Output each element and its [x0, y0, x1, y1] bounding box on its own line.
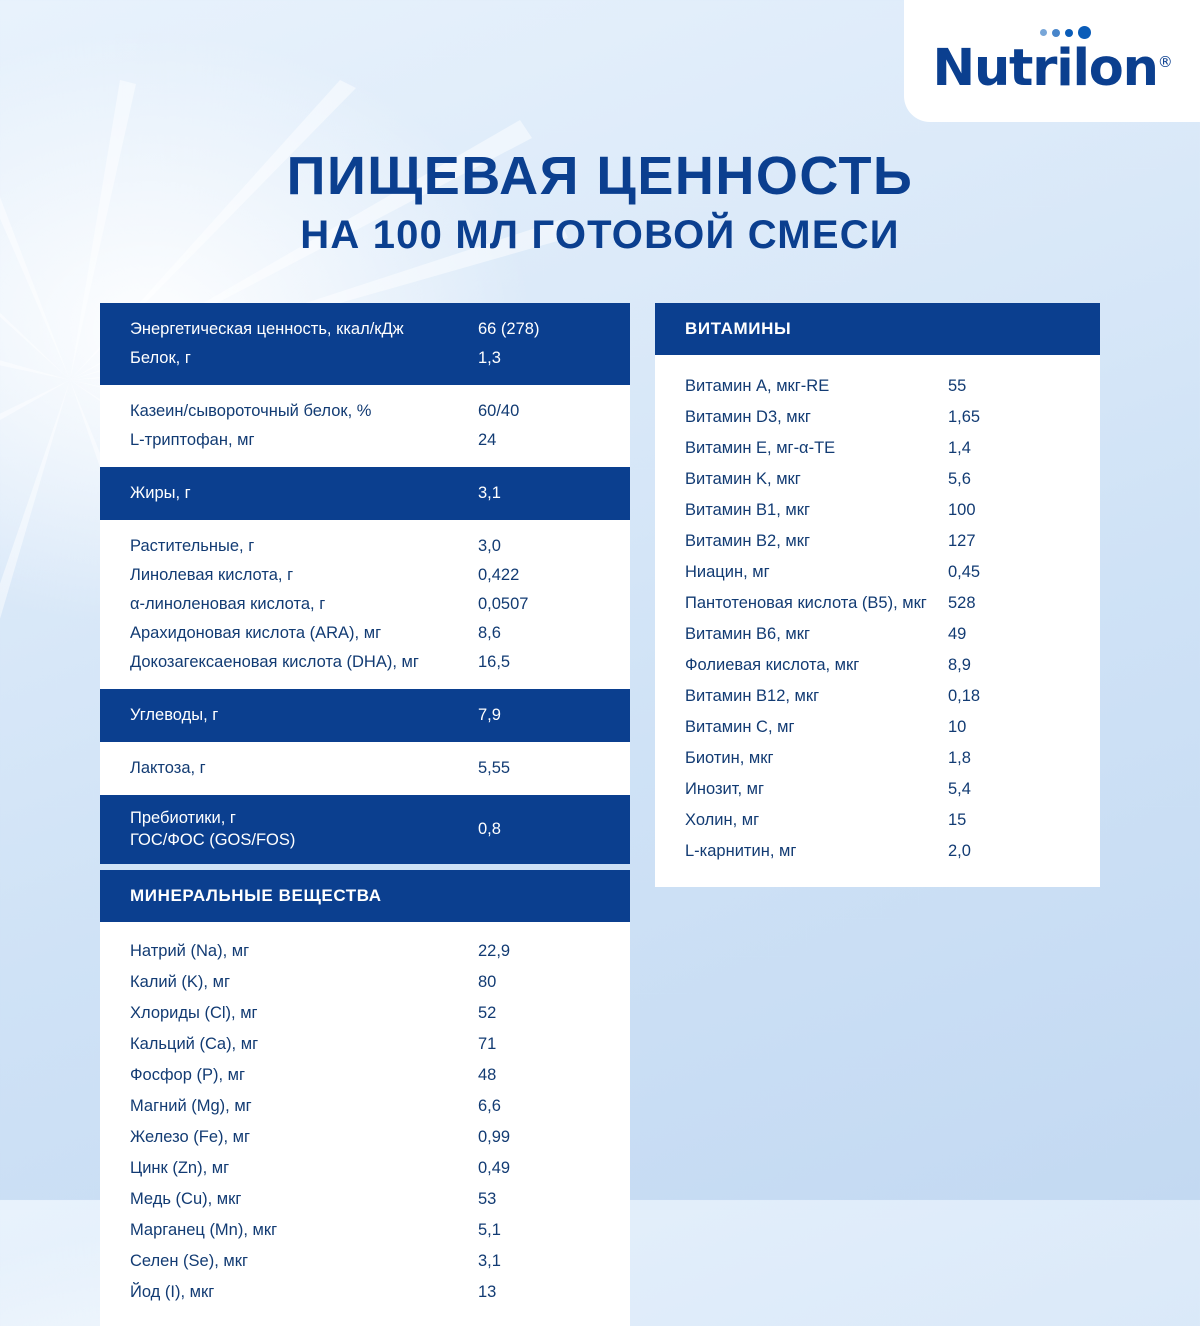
- table-row: [100, 315, 630, 344]
- row-value: 55: [948, 377, 967, 395]
- table-row: [655, 805, 1100, 836]
- table-row: [100, 1122, 630, 1153]
- row-label: Калий (K), мг: [130, 972, 230, 991]
- row-label: Кальций (Ca), мг: [130, 1034, 259, 1053]
- table-row: [100, 1029, 630, 1060]
- table-row: [100, 936, 630, 967]
- brand-name: [932, 38, 1172, 98]
- table-row: [100, 967, 630, 998]
- prebiotics-label-line2: ГОС/ФОС (GOS/FOS): [130, 831, 296, 850]
- carbs-header-row: [100, 689, 630, 742]
- row-value: 1,65: [948, 408, 981, 426]
- table-row: [655, 433, 1100, 464]
- row-value: 2,0: [948, 842, 971, 860]
- row-label: Лактоза, г: [130, 759, 206, 777]
- table-row: [100, 1277, 630, 1308]
- row-label: Растительные, г: [130, 537, 255, 555]
- row-value: 0,422: [478, 566, 520, 584]
- row-label: Витамин A, мкг-RE: [685, 377, 830, 395]
- row-value: 0,45: [948, 563, 981, 581]
- row-value: 127: [948, 532, 976, 550]
- row-label: Углеводы, г: [130, 706, 219, 724]
- row-value: 7,9: [478, 706, 501, 724]
- row-value: 3,0: [478, 537, 501, 555]
- table-row: [100, 1246, 630, 1277]
- row-label: Линолевая кислота, г: [130, 566, 294, 584]
- vitamins-block: [655, 355, 1100, 887]
- prebiotics-label-line1: Пребиотики, г: [130, 809, 236, 827]
- row-value: 8,9: [948, 656, 971, 674]
- row-value: 0,18: [948, 687, 981, 705]
- row-value: 528: [948, 594, 976, 612]
- table-row: [100, 619, 630, 648]
- right-column: [655, 303, 1100, 887]
- row-label: Пантотеновая кислота (B5), мкг: [685, 594, 927, 612]
- table-row: [655, 464, 1100, 495]
- row-label: Витамин C, мг: [685, 718, 795, 736]
- table-row: [100, 998, 630, 1029]
- row-label: Витамин B6, мкг: [685, 625, 810, 643]
- row-label: Арахидоновая кислота (ARA), мг: [130, 624, 382, 642]
- vitamins-section-header: ВИТАМИНЫ: [655, 303, 1100, 355]
- table-row: [655, 650, 1100, 681]
- row-value: 80: [478, 972, 497, 991]
- row-value: 53: [478, 1189, 497, 1208]
- brand-trademark: ®: [1157, 52, 1172, 71]
- row-value: 5,4: [948, 780, 971, 798]
- table-row: [655, 836, 1100, 867]
- table-row: [100, 701, 630, 730]
- row-value: 3,1: [478, 484, 501, 502]
- row-value: 49: [948, 625, 967, 643]
- row-label: Энергетическая ценность, ккал/кДж: [130, 320, 404, 338]
- row-label: Биотин, мкг: [685, 749, 774, 767]
- row-label: [130, 807, 478, 852]
- row-label: L-карнитин, мг: [685, 842, 797, 860]
- table-row: [655, 402, 1100, 433]
- row-label: Фосфор (P), мг: [130, 1065, 246, 1084]
- table-row: [655, 526, 1100, 557]
- table-row: [100, 648, 630, 677]
- row-label: Железо (Fe), мг: [130, 1127, 251, 1146]
- table-row: [100, 590, 630, 619]
- row-value: 1,8: [948, 749, 971, 767]
- row-label: Белок, г: [130, 349, 191, 367]
- table-row: [655, 743, 1100, 774]
- table-row: [655, 774, 1100, 805]
- row-label: Ниацин, мг: [685, 563, 770, 581]
- table-row: [655, 619, 1100, 650]
- row-label: Витамин D3, мкг: [685, 408, 811, 426]
- fats-block: [100, 520, 630, 689]
- brand-name-text: Nutrilon: [932, 38, 1158, 98]
- table-row: [100, 1184, 630, 1215]
- row-label: Витамин B2, мкг: [685, 532, 810, 550]
- minerals-section-header: МИНЕРАЛЬНЫЕ ВЕЩЕСТВА: [100, 870, 630, 922]
- prebiotics-row: [100, 795, 630, 864]
- table-row: [655, 371, 1100, 402]
- row-label: Инозит, мг: [685, 780, 765, 798]
- table-row: [100, 1091, 630, 1122]
- protein-detail-block: [100, 385, 630, 467]
- energy-protein-block: [100, 303, 630, 385]
- table-row: [100, 754, 630, 783]
- row-label: Магний (Mg), мг: [130, 1096, 252, 1115]
- row-value: 5,55: [478, 759, 511, 777]
- row-value: 13: [478, 1282, 497, 1301]
- row-label: Натрий (Na), мг: [130, 941, 250, 960]
- table-row: [655, 712, 1100, 743]
- row-value: 5,1: [478, 1220, 501, 1239]
- row-value: 71: [478, 1034, 497, 1053]
- row-label: Йод (I), мкг: [130, 1282, 215, 1301]
- row-label: Докозагексаеновая кислота (DHA), мг: [130, 653, 419, 671]
- row-value: 48: [478, 1065, 497, 1084]
- row-value: 60/40: [478, 402, 520, 420]
- row-label: Медь (Cu), мкг: [130, 1189, 242, 1208]
- table-row: [100, 532, 630, 561]
- page-title: [0, 148, 1200, 258]
- row-value: 1,4: [948, 439, 971, 457]
- row-label: Цинк (Zn), мг: [130, 1158, 230, 1177]
- row-label: α-линоленовая кислота, г: [130, 595, 326, 613]
- row-label: Марганец (Mn), мкг: [130, 1220, 278, 1239]
- row-label: Витамин E, мг-α-TE: [685, 439, 836, 457]
- row-value: 10: [948, 718, 967, 736]
- row-value: 22,9: [478, 941, 511, 960]
- table-row: [100, 344, 630, 373]
- row-label: Селен (Se), мкг: [130, 1251, 248, 1270]
- table-row: [655, 588, 1100, 619]
- row-label: L-триптофан, мг: [130, 431, 255, 449]
- table-row: [100, 479, 630, 508]
- row-label: Жиры, г: [130, 484, 191, 502]
- table-row: [100, 1153, 630, 1184]
- row-label: Витамин K, мкг: [685, 470, 801, 488]
- table-row: [100, 1215, 630, 1246]
- row-label: Витамин B12, мкг: [685, 687, 820, 705]
- row-value: 1,3: [478, 349, 501, 367]
- row-value: 16,5: [478, 653, 511, 671]
- row-value: 8,6: [478, 624, 501, 642]
- row-value: 52: [478, 1003, 497, 1022]
- table-row: [655, 495, 1100, 526]
- table-row: [100, 561, 630, 590]
- row-value: 0,0507: [478, 595, 529, 613]
- left-column: [100, 303, 630, 1326]
- table-row: [100, 397, 630, 426]
- row-label: Хлориды (Cl), мг: [130, 1003, 258, 1022]
- row-value: 0,49: [478, 1158, 511, 1177]
- table-row: [655, 681, 1100, 712]
- row-value: 0,99: [478, 1127, 511, 1146]
- table-row: [100, 1060, 630, 1091]
- row-value: 3,1: [478, 1251, 501, 1270]
- row-label: Казеин/сывороточный белок, %: [130, 402, 372, 420]
- row-label: Фолиевая кислота, мкг: [685, 656, 860, 674]
- row-label: Витамин B1, мкг: [685, 501, 810, 519]
- title-line-2: НА 100 МЛ ГОТОВОЙ СМЕСИ: [300, 212, 900, 257]
- row-label: Холин, мг: [685, 811, 760, 829]
- table-row: [100, 426, 630, 455]
- row-value: 66 (278): [478, 320, 540, 338]
- row-value: 15: [948, 811, 967, 829]
- brand-logo: [904, 0, 1200, 122]
- logo-dots-icon: [1040, 29, 1091, 39]
- table-row: [655, 557, 1100, 588]
- row-value: 5,6: [948, 470, 971, 488]
- row-value: 6,6: [478, 1096, 501, 1115]
- row-value: 100: [948, 501, 976, 519]
- minerals-block: [100, 922, 630, 1326]
- row-value: 24: [478, 431, 497, 449]
- title-line-1: ПИЩЕВАЯ ЦЕННОСТЬ: [286, 146, 914, 206]
- row-value: 0,8: [478, 819, 501, 838]
- fats-header-row: [100, 467, 630, 520]
- carbs-block: [100, 742, 630, 795]
